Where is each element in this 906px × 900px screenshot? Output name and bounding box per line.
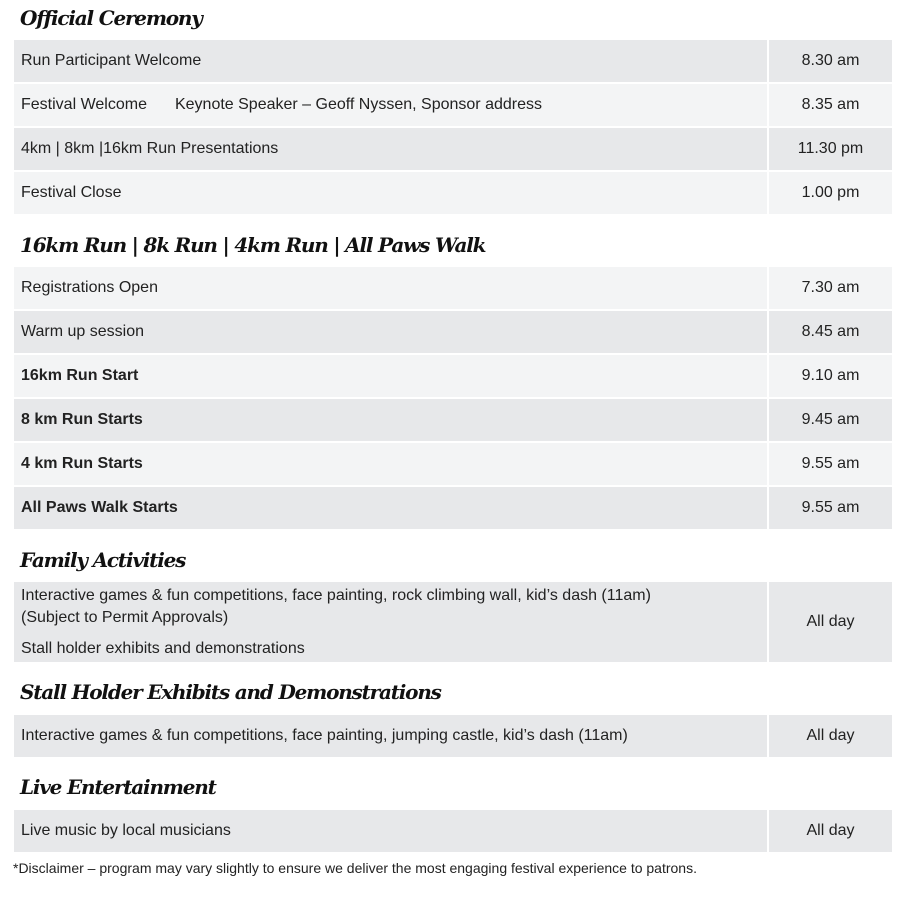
row-time: 7.30 am	[769, 267, 892, 309]
row-description	[14, 582, 767, 662]
row-time: All day	[769, 715, 892, 757]
schedule-row	[14, 267, 892, 309]
row-description: All Paws Walk Starts	[14, 487, 767, 529]
section-heading-family-activities: Family Activities	[20, 548, 186, 572]
row-description: Interactive games & fun competitions, face painting, jumping castle, kid’s dash (11am)	[14, 715, 767, 757]
schedule-row	[14, 443, 892, 485]
section-heading-live-entertainment: Live Entertainment	[20, 775, 216, 799]
row-time: All day	[769, 810, 892, 852]
schedule-row	[14, 715, 892, 757]
row-description: 4km | 8km |16km Run Presentations	[14, 128, 767, 170]
schedule-row	[14, 84, 892, 126]
schedule-row	[14, 172, 892, 214]
row-description-extra: Keynote Speaker – Geoff Nyssen, Sponsor address	[174, 96, 542, 113]
row-description-main: Festival Welcome	[21, 96, 147, 113]
section-heading-stall-holder: Stall Holder Exhibits and Demonstrations	[20, 680, 441, 704]
schedule-row	[14, 582, 892, 662]
row-time: 8.30 am	[769, 40, 892, 82]
disclaimer-text: *Disclaimer – program may vary slightly to ensure we deliver the most engaging festival experience to patrons.	[13, 860, 697, 876]
row-description	[14, 84, 767, 126]
schedule-row	[14, 128, 892, 170]
schedule-row	[14, 40, 892, 82]
row-description: Warm up session	[14, 311, 767, 353]
row-time: 9.55 am	[769, 487, 892, 529]
row-description: 8 km Run Starts	[14, 399, 767, 441]
row-time: 11.30 pm	[769, 128, 892, 170]
section-heading-runs: 16km Run | 8k Run | 4km Run | All Paws Walk	[20, 233, 486, 257]
row-description: Registrations Open	[14, 267, 767, 309]
schedule-row	[14, 487, 892, 529]
row-time: 8.35 am	[769, 84, 892, 126]
row-time: 9.10 am	[769, 355, 892, 397]
row-time: 1.00 pm	[769, 172, 892, 214]
row-time: 9.45 am	[769, 399, 892, 441]
schedule-row	[14, 399, 892, 441]
schedule-row	[14, 810, 892, 852]
row-time: 9.55 am	[769, 443, 892, 485]
schedule-row	[14, 311, 892, 353]
row-time: All day	[769, 582, 892, 662]
section-heading-official-ceremony: Official Ceremony	[20, 6, 202, 30]
row-description: 16km Run Start	[14, 355, 767, 397]
row-description: Festival Close	[14, 172, 767, 214]
row-description-line: Stall holder exhibits and demonstrations	[21, 639, 305, 657]
row-description-line: (Subject to Permit Approvals)	[21, 608, 229, 626]
row-time: 8.45 am	[769, 311, 892, 353]
row-description: 4 km Run Starts	[14, 443, 767, 485]
row-description: Run Participant Welcome	[14, 40, 767, 82]
row-description-line: Interactive games & fun competitions, face painting, rock climbing wall, kid’s dash (11am)	[21, 586, 651, 604]
schedule-row	[14, 355, 892, 397]
row-description: Live music by local musicians	[14, 810, 767, 852]
